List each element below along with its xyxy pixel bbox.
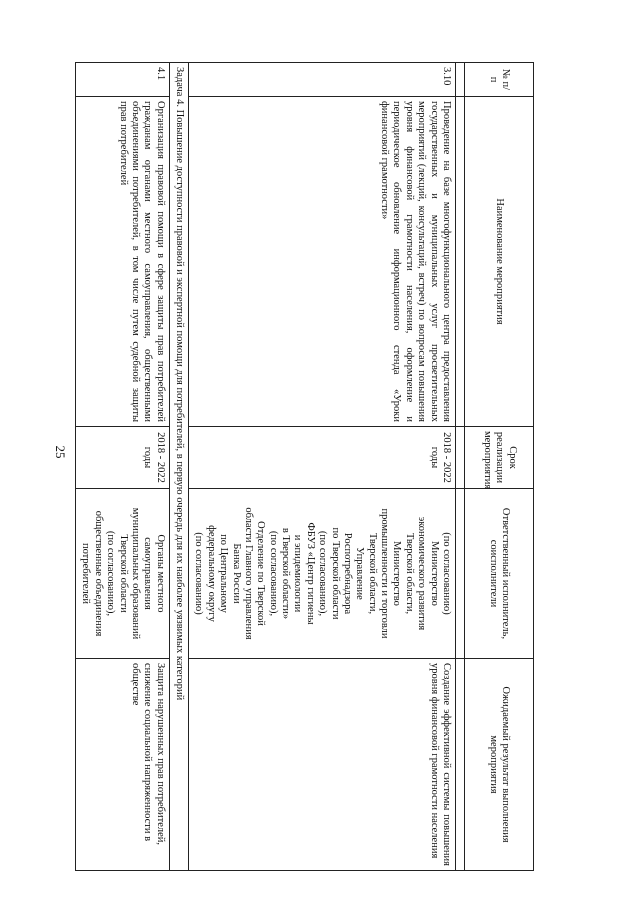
header-executor: Ответственный исполнитель, соисполнители <box>465 489 534 659</box>
row-4-1-num: 4.1 <box>76 63 170 97</box>
header-num: № п/п <box>465 63 534 97</box>
measures-table-wrapper <box>80 62 534 870</box>
row-4-1-result: Защита нарушенных прав потребителей, снижение социальной напряженности в обществе <box>76 659 170 871</box>
row-4-1-term: 2018 - 2022 годы <box>76 427 170 489</box>
task-4-heading: Задача 4. Повышение доступности правовой и экспертной помощи для потребителей, в первую очередь для их наиболее уязвимых категорий <box>169 63 188 871</box>
page-number: 25 <box>53 445 68 459</box>
header-term: Срок реализации мероприятия <box>465 427 534 489</box>
table-spacer-row <box>456 63 465 871</box>
measures-table <box>75 62 534 871</box>
row-3-10-term: 2018 - 2022 годы <box>189 427 456 489</box>
table-row <box>189 63 456 871</box>
row-4-1-executor: Органы местного самоуправления муниципальных образований Тверской области (по согласованию), общественные объединения потребителей <box>76 489 170 659</box>
row-3-10-event: Проведение на базе многофункционального центра предоставления государственных и муниципальных услуг просветительных мероприятий (лекций, консультаций, встреч) по вопросам повышения уровня финансовой грамотности населения, оформление и периодическое обновление информационного стенда «Уроки финансовой грамотности» <box>189 97 456 427</box>
header-event: Наименование мероприятия <box>465 97 534 427</box>
task-heading-row <box>169 63 188 871</box>
row-3-10-result: Создание эффективной системы повышения уровня финансовой грамотности населения <box>189 659 456 871</box>
row-4-1-event: Организация правовой помощи в сфере защиты прав потребителей гражданам органами местного самоуправления, общественными объединениями потребителей, в том числе путем судебной защиты прав потребителей <box>76 97 170 427</box>
row-3-10-executor: (по согласованию) Министерство экономического развития Тверской области, Министерство промышленности и торговли Тверской области, Управление Роспотребнадзора по Тверской области (по согласованию), ФБУЗ «Центр гигиены и эпидемиологии в Тверской области» (по согласованию), Отделение по Тверской области Главного управления Банка России по Центральному федеральному округу (по согласованию) <box>189 489 456 659</box>
header-result: Ожидаемый результат выполнения мероприятия <box>465 659 534 871</box>
table-header-row <box>465 63 534 871</box>
row-3-10-num: 3.10 <box>189 63 456 97</box>
table-row <box>76 63 170 871</box>
